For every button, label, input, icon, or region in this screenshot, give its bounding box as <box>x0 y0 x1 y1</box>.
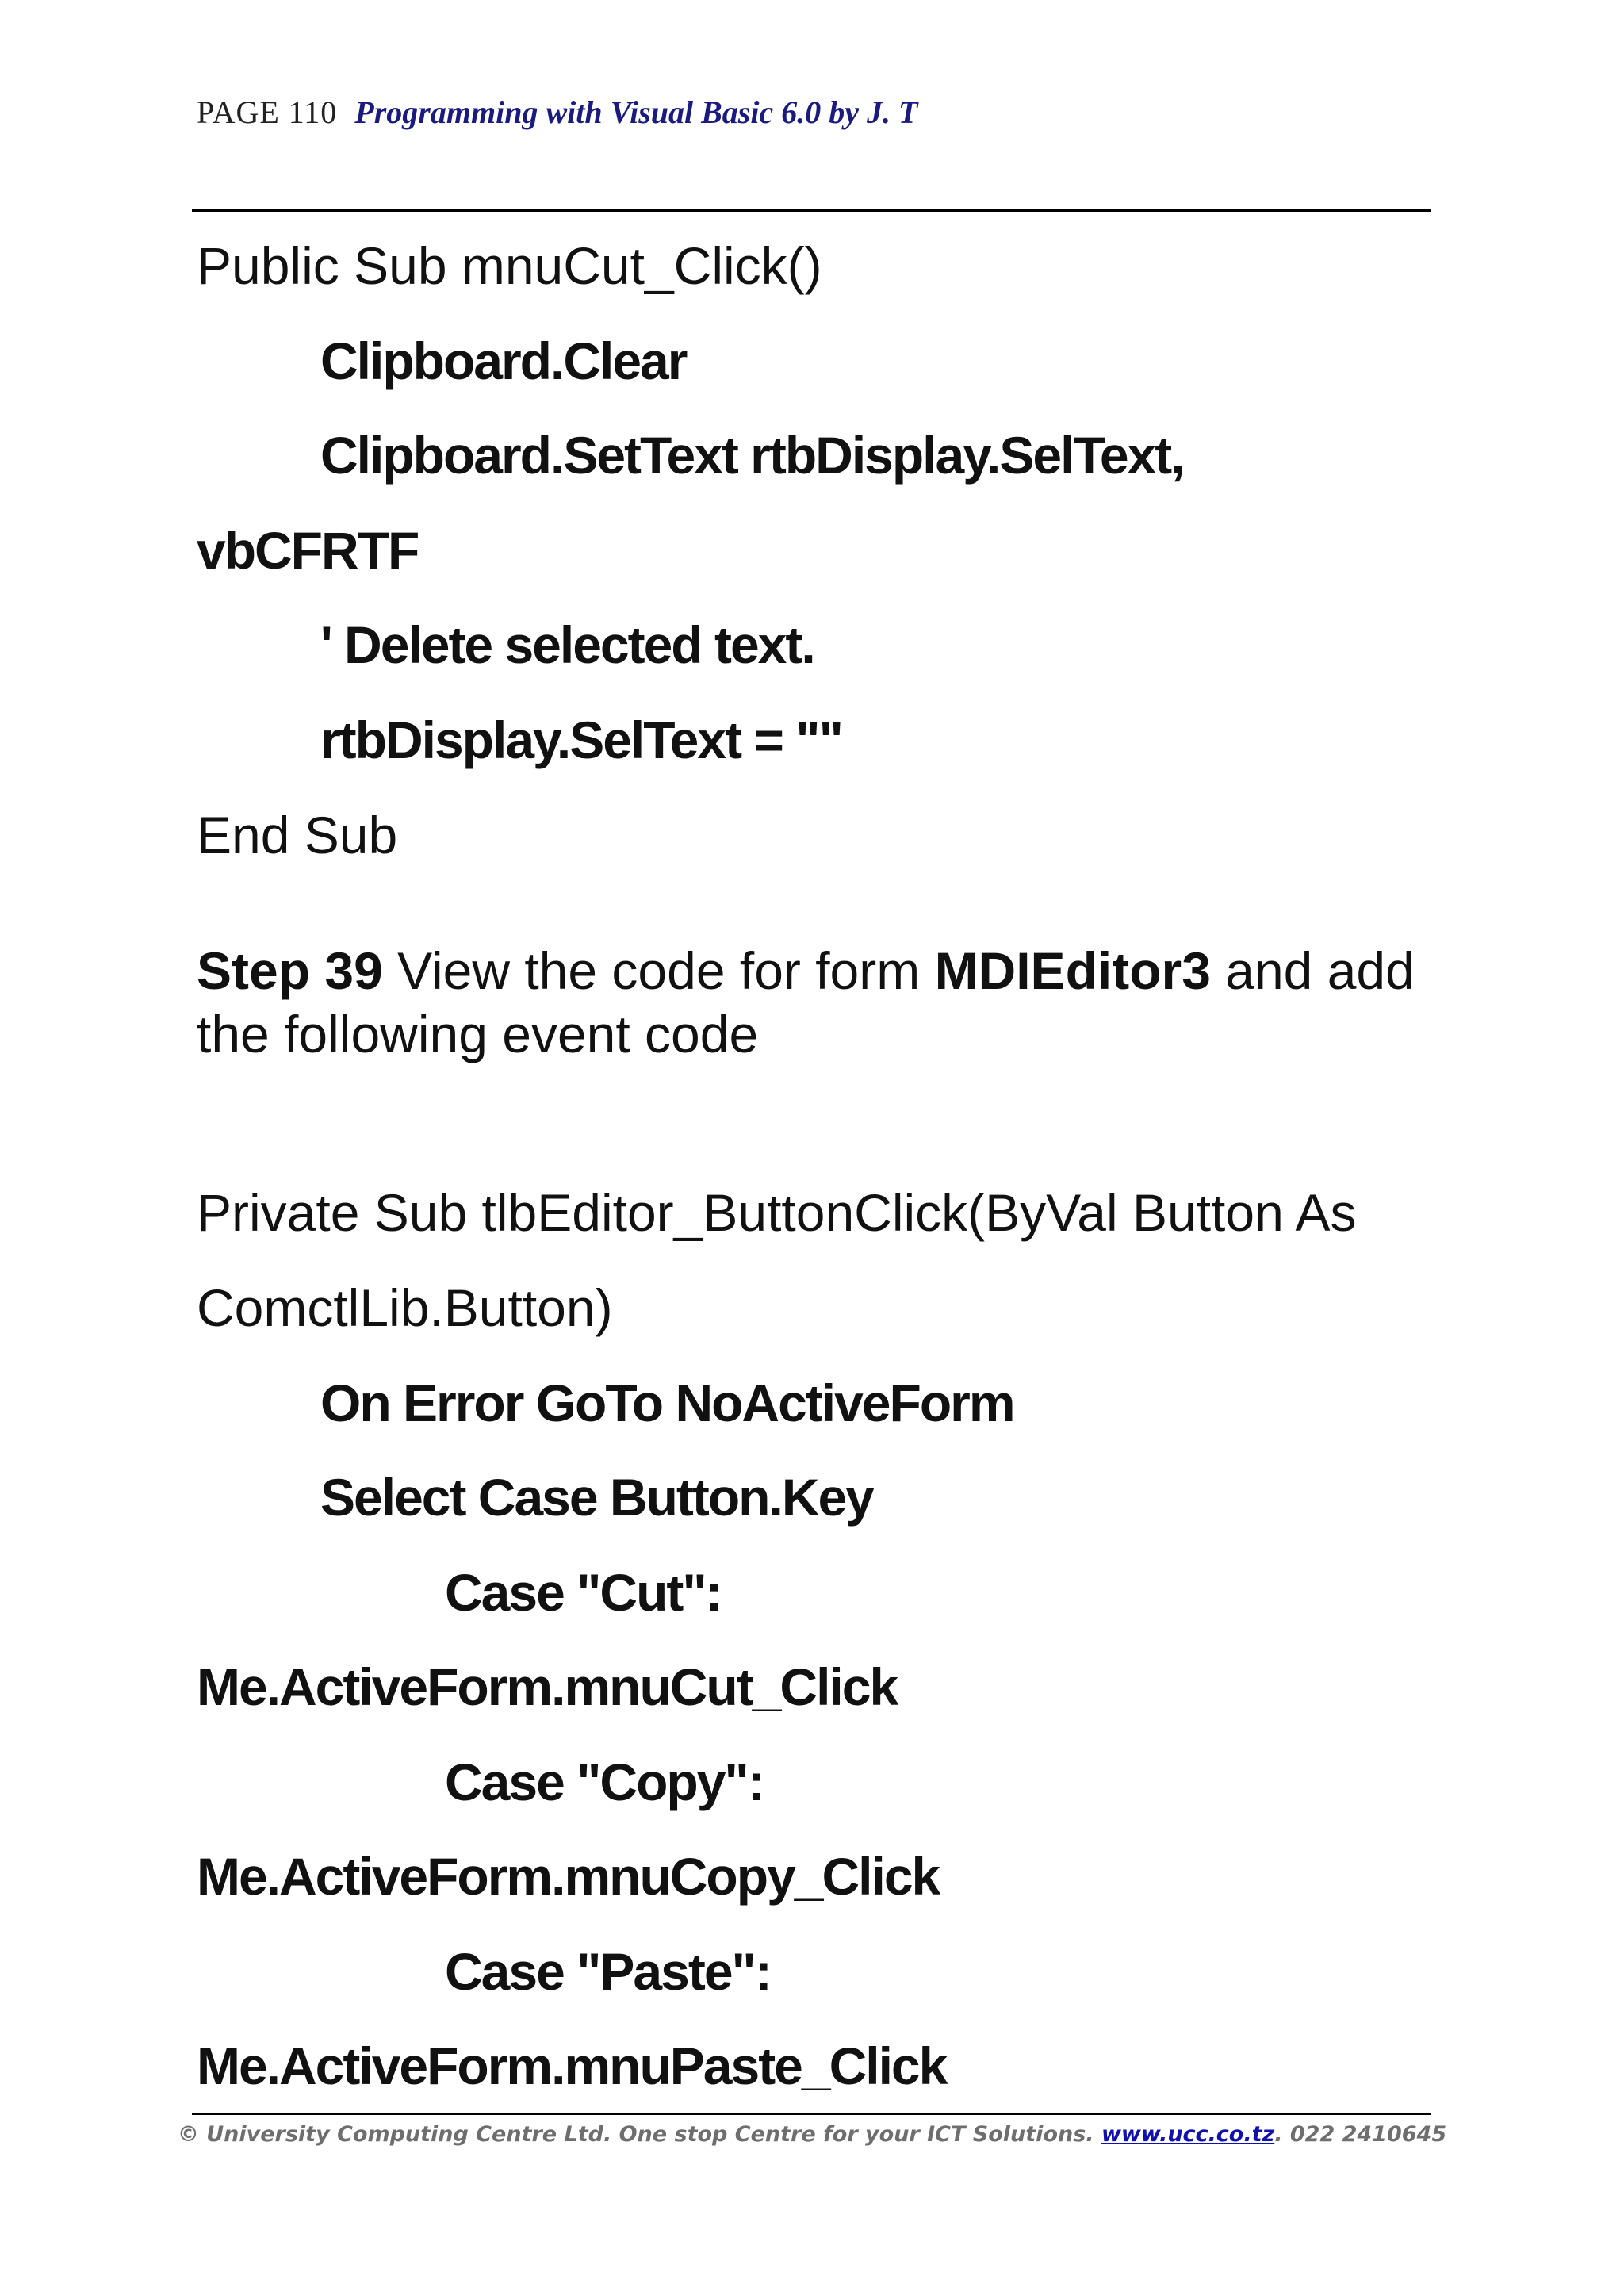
code-line-paste-click: Me.ActiveForm.mnuPaste_Click <box>197 2036 947 2095</box>
page-footer <box>0 2122 1624 2147</box>
page-number: PAGE 110 <box>197 94 338 130</box>
footer-text: © University Computing Centre Ltd. One stop Centre for your ICT Solutions. <box>177 2122 1101 2147</box>
code-line-vbcfrtf: vbCFRTF <box>197 521 419 580</box>
page-header <box>197 94 917 131</box>
code-line-copy-click: Me.ActiveForm.mnuCopy_Click <box>197 1847 940 1906</box>
header-divider <box>192 209 1431 212</box>
code-line-sub-declaration: Public Sub mnuCut_Click() <box>197 236 822 295</box>
footer-phone: . 022 2410645 <box>1274 2122 1447 2147</box>
code-line-comment: ' Delete selected text. <box>320 615 814 674</box>
step-label: Step 39 <box>197 941 383 1000</box>
code-line-comctllib: ComctlLib.Button) <box>197 1278 613 1337</box>
code-line-clipboard-clear: Clipboard.Clear <box>320 331 687 390</box>
code-line-end-sub: End Sub <box>197 806 398 864</box>
code-line-case-cut: Case "Cut": <box>445 1563 722 1622</box>
code-line-case-paste: Case "Paste": <box>445 1942 771 2001</box>
code-line-private-sub: Private Sub tlbEditor_ButtonClick(ByVal Button As <box>197 1183 1357 1242</box>
book-title: Programming with Visual Basic 6.0 by J. T <box>354 94 918 130</box>
code-line-clipboard-settext: Clipboard.SetText rtbDisplay.SelText, <box>320 426 1184 485</box>
code-line-cut-click: Me.ActiveForm.mnuCut_Click <box>197 1657 898 1716</box>
footer-divider <box>192 2113 1431 2115</box>
form-name: MDIEditor3 <box>934 941 1211 1000</box>
code-line-case-copy: Case "Copy": <box>445 1753 764 1811</box>
footer-website-link[interactable]: www.ucc.co.tz <box>1101 2122 1275 2147</box>
code-line-seltext-assign: rtbDisplay.SelText = "" <box>320 711 842 769</box>
step-text-before: View the code for form <box>382 941 935 1000</box>
code-line-select-case: Select Case Button.Key <box>320 1468 873 1527</box>
code-line-on-error: On Error GoTo NoActiveForm <box>320 1374 1014 1432</box>
step-text-after: and add the following event code <box>197 941 1415 1063</box>
step-paragraph <box>197 939 1434 1066</box>
